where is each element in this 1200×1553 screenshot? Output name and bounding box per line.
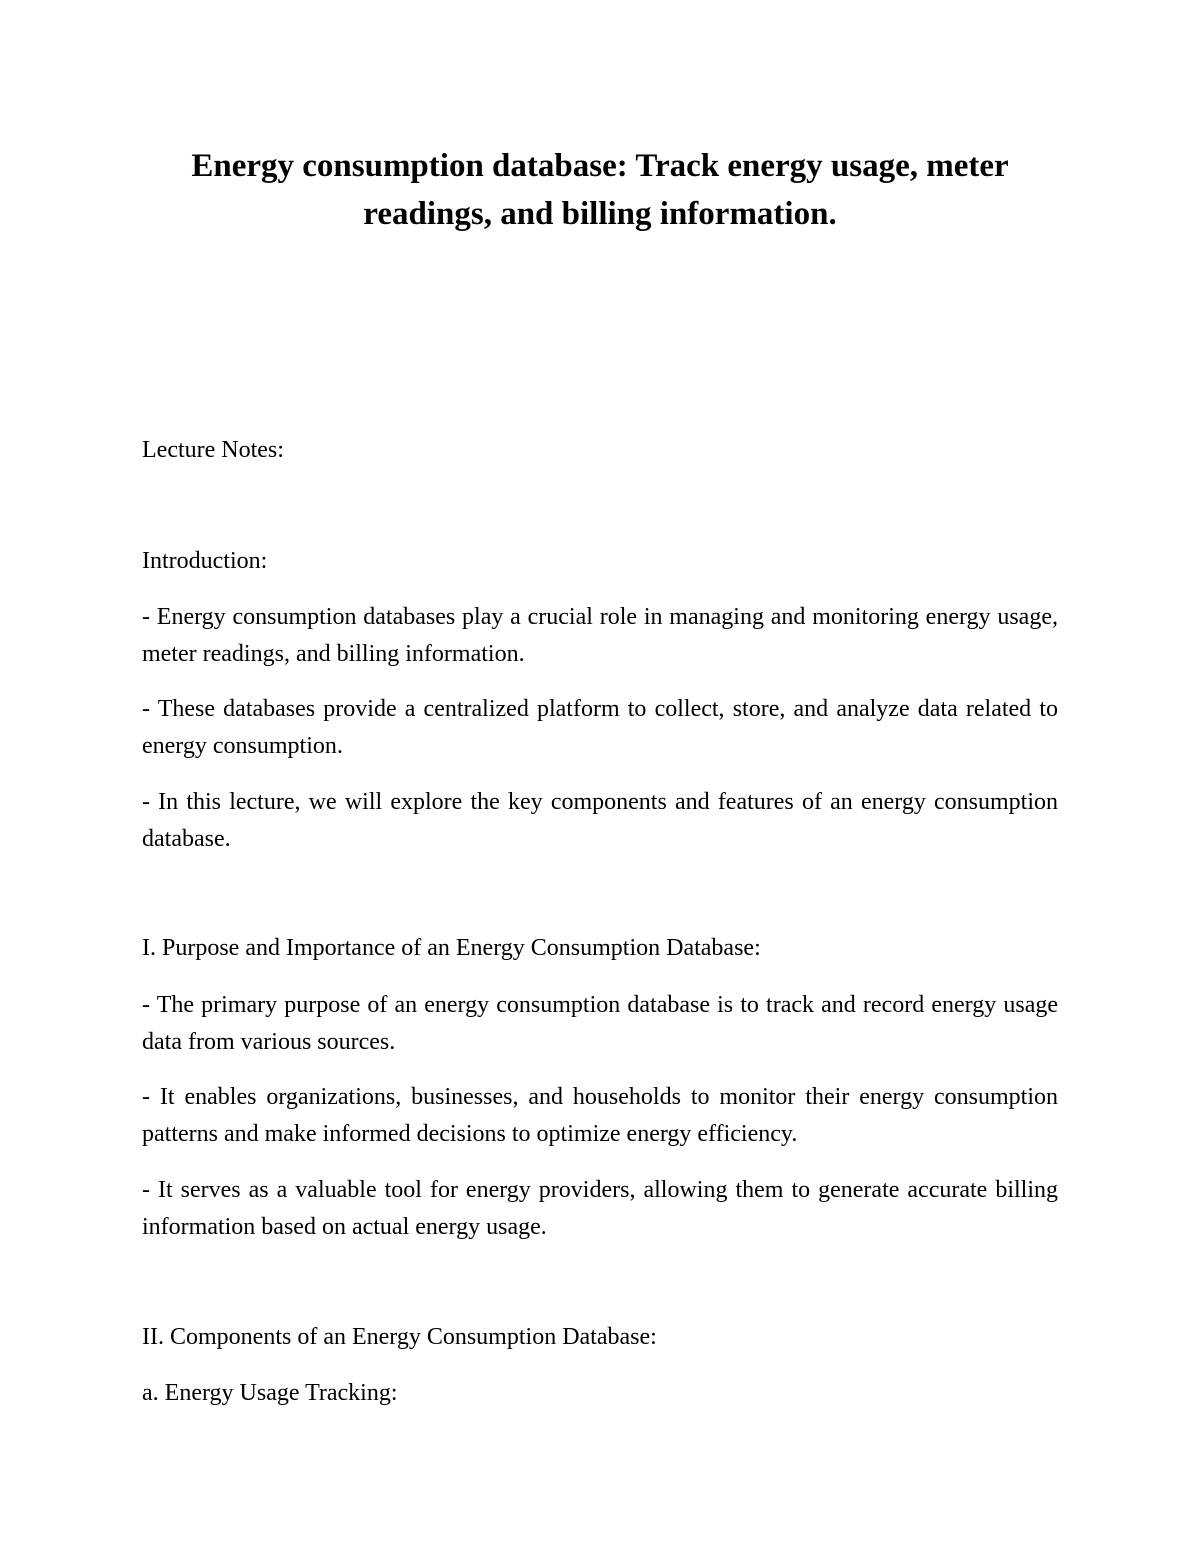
document-title: Energy consumption database: Track energy usage, meter readings, and billing information. — [191, 148, 1009, 232]
introduction-bullet-1: - Energy consumption databases play a crucial role in managing and monitoring energy usage, meter readings, and billing information. — [142, 604, 1058, 667]
section-1-bullet-1: - The primary purpose of an energy consumption database is to track and record energy usage data from various sources. — [142, 992, 1058, 1055]
introduction-heading: Introduction: — [142, 548, 268, 574]
lecture-notes-label: Lecture Notes: — [142, 437, 284, 463]
section-1-heading: I. Purpose and Importance of an Energy Consumption Database: — [142, 935, 761, 961]
section-1-bullet-3: - It serves as a valuable tool for energy providers, allowing them to generate accurate billing information based on actual energy usage. — [142, 1177, 1058, 1240]
section-1-bullet-2: - It enables organizations, businesses, and households to monitor their energy consumption patterns and make informed decisions to optimize energy efficiency. — [142, 1084, 1058, 1147]
introduction-bullet-2: - These databases provide a centralized platform to collect, store, and analyze data related to energy consumption. — [142, 696, 1058, 759]
introduction-bullet-3: - In this lecture, we will explore the key components and features of an energy consumption database. — [142, 789, 1058, 852]
section-2-heading: II. Components of an Energy Consumption Database: — [142, 1324, 657, 1350]
section-2-subheading-a: a. Energy Usage Tracking: — [142, 1380, 398, 1406]
